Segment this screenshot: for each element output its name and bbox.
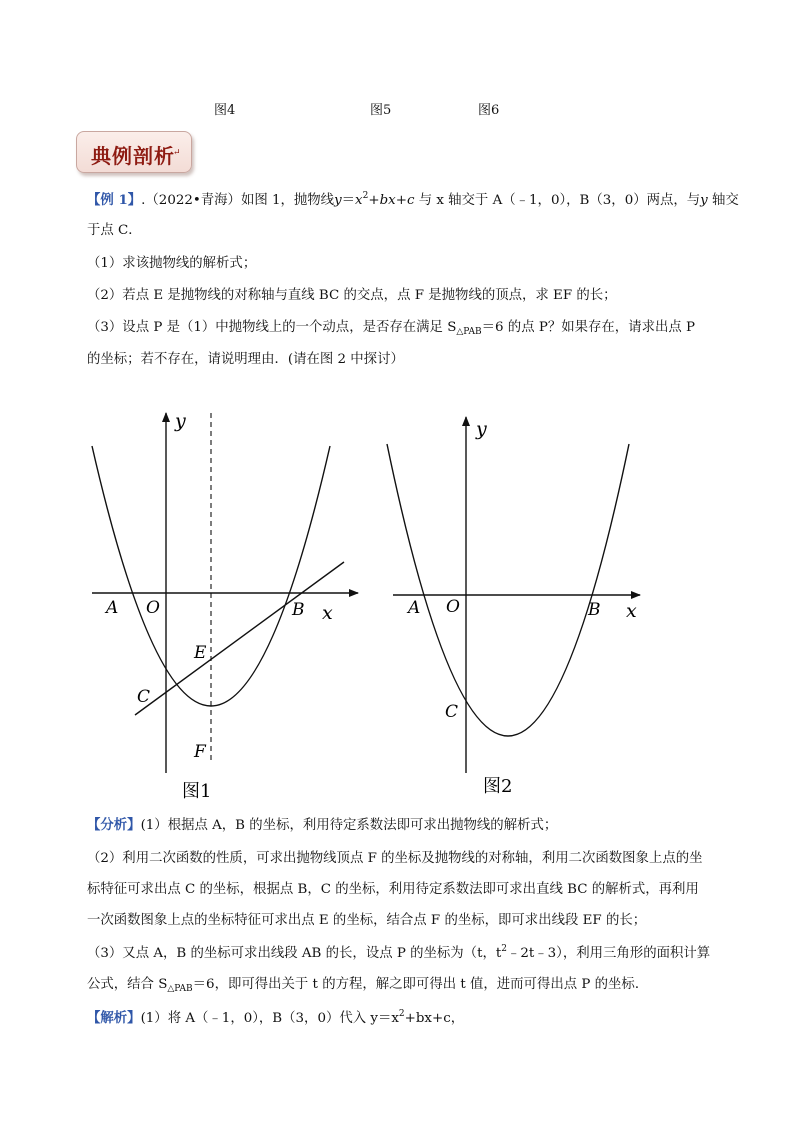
paragraph-mark-icon: ↵ [173, 148, 181, 158]
eq-y: y [334, 193, 342, 208]
analysis-p3-l2-part-a: 公式，结合 S [87, 977, 168, 992]
analysis-p3-part-a: （3）又点 A，B 的坐标可求出线段 AB 的长，设点 P 的坐标为（t，t [87, 946, 502, 961]
fig2-label-y: y [476, 418, 487, 440]
analysis-p2-line-2: 标特征可求出点 C 的坐标，根据点 B，C 的坐标，利用待定系数法即可求出直线 BC 的解析式，再利用 [87, 882, 699, 897]
fig2-label-o: O [446, 597, 460, 617]
example-y-axis: y [700, 193, 708, 208]
fig2-label-x: x [626, 600, 637, 622]
solution-exponent: 2 [398, 1009, 405, 1019]
fig2-label-c: C [445, 702, 459, 722]
question-3-line-2: 的坐标；若不存在，请说明理由．(请在图 2 中探讨） [87, 352, 404, 367]
example-source: .（2022•青海）如图 1，抛物线 [141, 193, 335, 208]
question-3-part-b: ＝6 的点 P？如果存在，请求出点 P [481, 320, 696, 335]
example-point-b: B（3，0）两点，与 [579, 193, 701, 208]
fig1-label-c: C [137, 687, 151, 707]
analysis-p3-line-1 [87, 944, 710, 964]
solution-tag: 【解析】 [87, 1010, 141, 1026]
analysis-line-1 [87, 815, 557, 836]
analysis-p3-subscript: △PAB [167, 984, 193, 994]
example-line-2: 于点 C． [87, 223, 142, 238]
analysis-p2-line-3: 一次函数图象上点的坐标特征可求出点 E 的坐标，结合点 F 的坐标，即可求出线段 EF 的长； [87, 913, 647, 928]
fig2-caption: 图2 [483, 776, 513, 797]
example-line-1 [87, 190, 739, 211]
eq-exponent: 2 [362, 191, 369, 201]
section-badge-title: 典例剖析 [91, 144, 175, 168]
eq-plus-2: + [395, 193, 407, 208]
figures-svg [0, 395, 794, 805]
analysis-p3-part-b: ﹣2t﹣3），利用三角形的面积计算 [506, 946, 711, 961]
fig1-label-f: F [194, 742, 206, 762]
analysis-p3-exponent: 2 [501, 944, 507, 954]
example-tag-open: 【 [87, 192, 101, 208]
analysis-p3-l2-part-b: ＝6，即可得出关于 t 的方程，解之即可得出 t 值，进而可得出点 P 的坐标． [192, 977, 649, 992]
fig1-label-b: B [292, 600, 305, 620]
section-badge [76, 131, 192, 173]
eq-x: x [355, 193, 363, 208]
question-3-subscript: △PAB [456, 327, 482, 337]
figure-2 [387, 417, 640, 797]
example-cont-1: 与 x 轴交于 [414, 193, 493, 208]
analysis-p1: (1）根据点 A，B 的坐标，利用待定系数法即可求出抛物线的解析式； [140, 818, 558, 833]
fig1-label-a: A [106, 598, 119, 618]
figure-4-label: 图4 [214, 103, 236, 118]
example-tag: 例 1】 [100, 192, 142, 208]
analysis-p2-line-1: （2）利用二次函数的性质，可求出抛物线顶点 F 的坐标及抛物线的对称轴，利用二次函数图象上点的坐 [87, 851, 703, 866]
question-1: （1）求该抛物线的解析式； [87, 256, 257, 271]
fig1-label-x: x [322, 602, 333, 624]
eq-bx: bx [379, 193, 396, 208]
fig2-parabola [387, 444, 629, 736]
fig1-label-e: E [194, 643, 207, 663]
fig2-label-a: A [408, 598, 421, 618]
fig1-caption: 图1 [182, 781, 212, 802]
question-3-line-1 [87, 318, 695, 338]
question-3-part-a: （3）设点 P 是（1）中抛物线上的一个动点，是否存在满足 S [87, 320, 457, 335]
analysis-tag: 【分析】 [87, 817, 141, 833]
figure-1 [92, 410, 358, 802]
example-cont-2: 轴交 [707, 193, 739, 208]
solution-part-a: (1）将 A（﹣1，0），B（3，0）代入 y＝x [140, 1011, 399, 1026]
fig1-label-o: O [146, 598, 160, 618]
eq-c: c [406, 193, 415, 208]
fig2-label-b: B [588, 600, 601, 620]
solution-line-1 [87, 1008, 464, 1029]
example-point-a: A（﹣1，0）， [492, 193, 580, 208]
solution-part-b: +bx+c， [404, 1011, 465, 1026]
eq-equals: ＝ [341, 193, 356, 208]
question-2: （2）若点 E 是抛物线的对称轴与直线 BC 的交点，点 F 是抛物线的顶点，求 EF 的长； [87, 288, 617, 303]
eq-plus-1: + [368, 193, 380, 208]
analysis-p3-line-2 [87, 975, 648, 995]
fig1-label-y: y [175, 410, 186, 432]
figure-6-label: 图6 [478, 103, 500, 118]
figure-5-label: 图5 [370, 103, 392, 118]
